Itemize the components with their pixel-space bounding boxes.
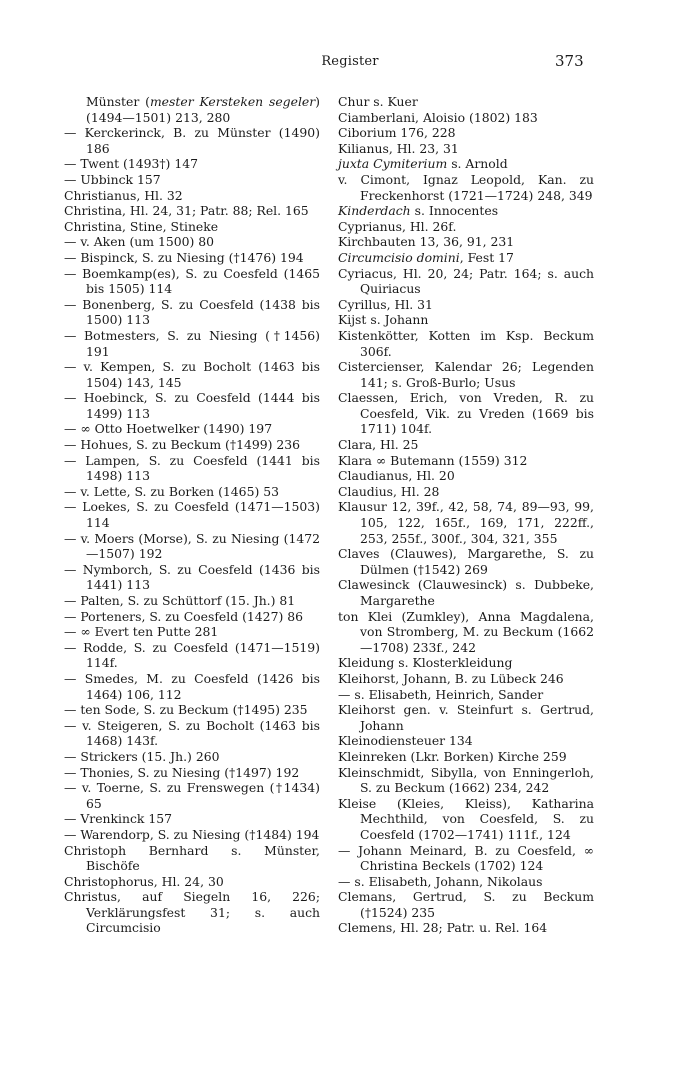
- index-entry: — Palten, S. zu Schüttorf (15. Jh.) 81: [64, 593, 296, 608]
- index-entry: Kleinschmidt, Sibylla, von Enningerloh, S. zu Beckum (1662) 234, 242: [338, 764, 594, 796]
- index-entry: Kleidung s. Klosterkleidung: [338, 655, 513, 671]
- index-entry: Kleinreken (Lkr. Borken) Kirche 259: [338, 748, 567, 764]
- index-entry: Claessen, Erich, von Vreden, R. zu Coesfeld, Vik. zu Vreden (1669 bis 1711) 104f.: [338, 390, 594, 437]
- index-entry: Kirchbauten 13, 36, 91, 231: [338, 234, 515, 250]
- index-entry: — Thonies, S. zu Niesing (†1497) 192: [64, 764, 300, 780]
- italic-term: Circumcisio domini: [338, 249, 460, 265]
- index-entry: Christus, auf Siegeln 16, 226; Verklärungsfest 31; s. auch Circumcisio: [64, 889, 320, 936]
- index-entry: — Kerckerinck, B. zu Münster (1490) 186: [64, 125, 320, 156]
- index-entry: Cyriacus, Hl. 20, 24; Patr. 164; s. auch Quiriacus: [338, 265, 594, 297]
- index-entry: — Vrenkinck 157: [64, 811, 173, 827]
- index-entry: Kistenkötter, Kotten im Ksp. Beckum 306f.: [338, 327, 594, 359]
- index-entry: — Nymborch, S. zu Coesfeld (1436 bis 1441) 113: [64, 561, 320, 593]
- index-entry: Kleise (Kleies, Kleiss), Katharina Mechthild, von Coesfeld, S. zu Coesfeld (1702—1741) 111f., 124: [338, 795, 594, 842]
- index-entry: — Twent (1493†) 147: [64, 156, 198, 172]
- index-entry: — Bispinck, S. zu Niesing (†1476) 194: [64, 249, 304, 265]
- page-number: 373: [555, 52, 584, 70]
- index-entry: Christoph Bernhard s. Münster, Bischöfe: [64, 842, 320, 874]
- index-entry: — Ubbinck 157: [64, 171, 161, 187]
- index-entry: Claudius, Hl. 28: [338, 483, 440, 499]
- index-entry: ton Klei (Zumkley), Anna Magdalena, von Stromberg, M. zu Beckum (1662—1708) 233f., 242: [338, 608, 594, 655]
- index-entry: Kilianus, Hl. 23, 31: [338, 140, 459, 156]
- index-entry: Claves (Clauwes), Margarethe, S. zu Dülmen (†1542) 269: [338, 546, 594, 577]
- italic-term: juxta Cymiterium: [338, 156, 448, 172]
- index-entry: Claudianus, Hl. 20: [338, 468, 455, 484]
- index-entry: — Loekes, S. zu Coesfeld (1471—1503) 114: [64, 499, 320, 531]
- index-column-left: [64, 94, 320, 936]
- index-entry: — Rodde, S. zu Coesfeld (1471—1519) 114f.: [64, 639, 320, 671]
- index-entry: — v. Kempen, S. zu Bocholt (1463 bis 1504) 143, 145: [64, 359, 320, 390]
- page-title: Register: [321, 54, 379, 69]
- index-entry: Ciamberlani, Aloisio (1802) 183: [338, 109, 538, 125]
- index-entry: Circumcisio domini, Fest 17: [338, 249, 514, 265]
- index-entry: — v. Lette, S. zu Borken (1465) 53: [64, 483, 279, 499]
- index-entry: — Warendorp, S. zu Niesing (†1484) 194: [64, 826, 320, 842]
- index-entry: Chur s. Kuer: [338, 94, 418, 109]
- index-entry: — Strickers (15. Jh.) 260: [64, 748, 220, 764]
- index-entry: Christianus, Hl. 32: [64, 187, 183, 203]
- index-entry: — Porteners, S. zu Coesfeld (1427) 86: [64, 608, 303, 624]
- index-entry: Kleihorst gen. v. Steinfurt s. Gertrud, Johann: [338, 702, 594, 733]
- running-head: [0, 54, 700, 74]
- index-entry: — s. Elisabeth, Heinrich, Sander: [338, 686, 544, 702]
- index-entry: juxta Cymiterium s. Arnold: [338, 156, 508, 172]
- index-entry: — Botmesters, S. zu Niesing (†1456) 191: [64, 327, 320, 359]
- index-entry: Kijst s. Johann: [338, 312, 429, 328]
- index-entry: Cyprianus, Hl. 26f.: [338, 218, 457, 234]
- index-entry: Münster (mester Kersteken segeler) (1494—1501) 213, 280: [86, 94, 321, 125]
- index-entry: Klara ∞ Butemann (1559) 312: [338, 452, 528, 468]
- index-entry: — ∞ Evert ten Putte 281: [64, 624, 219, 640]
- index-entry: v. Cimont, Ignaz Leopold, Kan. zu Freckenhorst (1721—1724) 248, 349: [338, 171, 594, 203]
- index-entry: Klausur 12, 39f., 42, 58, 74, 89—93, 99, 105, 122, 165f., 169, 171, 222ff., 253, 255f., 300f., 304, 321, 355: [338, 499, 594, 546]
- index-entry: — v. Steigeren, S. zu Bocholt (1463 bis 1468) 143f.: [64, 717, 320, 749]
- index-entry: — Bonenberg, S. zu Coesfeld (1438 bis 1500) 113: [64, 296, 320, 328]
- index-column-right: [338, 94, 594, 936]
- index-entry: Clemans, Gertrud, S. zu Beckum (†1524) 235: [338, 889, 594, 920]
- index-entry: — Johann Meinard, B. zu Coesfeld, ∞ Christina Beckels (1702) 124: [338, 842, 594, 874]
- index-entry: — v. Moers (Morse), S. zu Niesing (1472—1507) 192: [64, 530, 320, 562]
- index-entry: — Lampen, S. zu Coesfeld (1441 bis 1498) 113: [64, 452, 320, 484]
- index-entry: Kinderdach s. Innocentes: [338, 203, 499, 219]
- index-entry: — Boemkamp(es), S. zu Coesfeld (1465 bis 1505) 114: [64, 265, 320, 297]
- italic-term: mester Kersteken segeler: [149, 94, 316, 109]
- index-entry: Kleinodiensteuer 134: [338, 733, 473, 749]
- index-entry: Kleihorst, Johann, B. zu Lübeck 246: [338, 670, 564, 686]
- index-entry: — Hoebinck, S. zu Coesfeld (1444 bis 1499) 113: [64, 390, 320, 421]
- index-entry: Clawesinck (Clauwesinck) s. Dubbeke, Margarethe: [338, 577, 594, 608]
- index-entry: — v. Toerne, S. zu Frenswegen (†1434) 65: [64, 780, 320, 811]
- index-entry: — Hohues, S. zu Beckum (†1499) 236: [64, 437, 301, 453]
- index-entry: Christina, Stine, Stineke: [64, 218, 219, 234]
- index-entry: Clemens, Hl. 28; Patr. u. Rel. 164: [338, 920, 548, 936]
- index-entry: — ∞ Otto Hoetwelker (1490) 197: [64, 421, 273, 437]
- index-entry: Clara, Hl. 25: [338, 437, 419, 453]
- italic-term: Kinderdach: [338, 203, 411, 219]
- index-entry: — v. Aken (um 1500) 80: [64, 234, 215, 250]
- index-entry: Cistercienser, Kalendar 26; Legenden 141; s. Groß-Burlo; Usus: [338, 359, 594, 390]
- index-entry: — ten Sode, S. zu Beckum (†1495) 235: [64, 702, 308, 718]
- index-entry: Cyrillus, Hl. 31: [338, 296, 433, 312]
- index-entry: Christophorus, Hl. 24, 30: [64, 873, 224, 889]
- index-entry: — s. Elisabeth, Johann, Nikolaus: [338, 873, 543, 889]
- index-entry: Ciborium 176, 228: [338, 125, 456, 141]
- index-entry: Christina, Hl. 24, 31; Patr. 88; Rel. 165: [64, 203, 309, 219]
- index-entry: — Smedes, M. zu Coesfeld (1426 bis 1464) 106, 112: [64, 670, 320, 702]
